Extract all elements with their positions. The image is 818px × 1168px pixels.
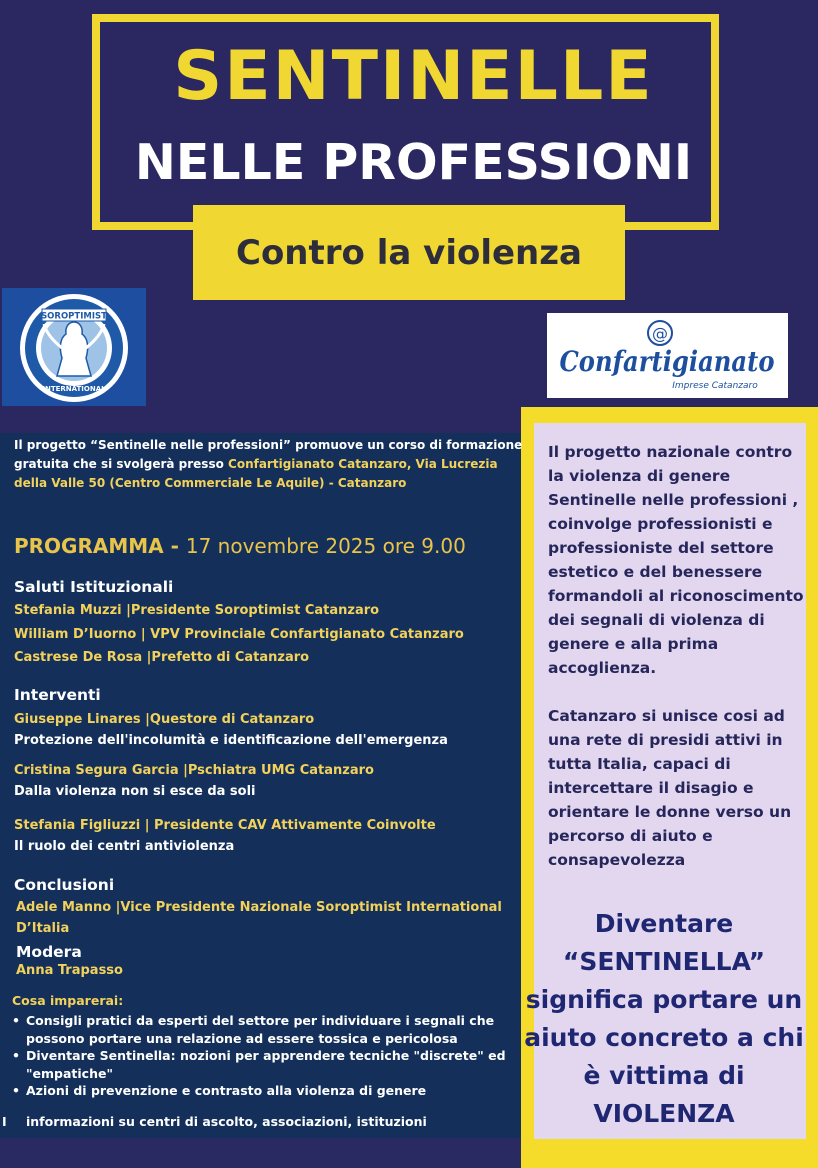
interventi-heading: Interventi — [14, 686, 101, 704]
learn-heading: Cosa imparerai: — [12, 993, 124, 1008]
soroptimist-text-bottom: INTERNATIONAL — [42, 385, 106, 393]
intervento-topic-3: Il ruolo dei centri antiviolenza — [14, 839, 235, 854]
title-line1: SENTINELLE — [173, 37, 654, 116]
confartigianato-sub: Imprese Catanzaro — [672, 381, 758, 391]
programma-heading — [14, 533, 466, 559]
programma-label: PROGRAMMA - — [14, 534, 186, 558]
intro-location: Confartigianato Catanzaro, Via Lucrezia della Valle 50 (Centro Commerciale Le Aquile) - Catanzaro — [14, 457, 498, 490]
right-paragraph-2: Catanzaro si unisce cosi ad una rete di presidi attivi in tutta Italia, capaci di intercettare il disagio e orientare le donne verso un percorso di aiuto e consapevolezza — [548, 707, 792, 869]
programma-date: 17 novembre 2025 ore 9.00 — [185, 534, 466, 558]
learn-bullet-3: • Azioni di prevenzione e contrasto alla violenza di genere — [12, 1082, 517, 1100]
modera-name: Anna Trapasso — [16, 963, 123, 978]
learn-last-marker: I — [2, 1114, 7, 1129]
learn-bullet-1: • Consigli pratici da esperti del settore per individuare i segnali che possono portare una relazione ad essere tossica e pericolosa — [12, 1012, 517, 1047]
right-description — [548, 440, 806, 872]
saluti-person-3: Castrese De Rosa |Prefetto di Catanzaro — [14, 650, 310, 665]
subtitle-box — [193, 205, 625, 300]
soroptimist-logo — [2, 288, 146, 406]
intervento-speaker-3: Stefania Figliuzzi | Presidente CAV Attivamente Coinvolte — [14, 818, 436, 833]
saluti-person-1: Stefania Muzzi |Presidente Soroptimist Catanzaro — [14, 603, 380, 618]
at-symbol-icon: @ — [652, 324, 668, 343]
saluti-person-2: William D’Iuorno | VPV Provinciale Confartigianato Catanzaro — [14, 627, 464, 642]
confartigianato-logo — [547, 313, 788, 398]
intervento-speaker-1: Giuseppe Linares |Questore di Catanzaro — [14, 712, 315, 727]
subtitle: Contro la violenza — [236, 232, 582, 273]
conclusioni-speaker-line2: D’Italia — [16, 921, 70, 936]
sentinella-callout: Diventare “SENTINELLA” significa portare un aiuto concreto a chi è vittima di VIOLENZA — [524, 909, 804, 1128]
soroptimist-text-top: SOROPTIMIST — [41, 311, 107, 322]
confartigianato-name: Confartigianato — [559, 345, 775, 378]
modera-heading: Modera — [16, 943, 82, 961]
saluti-heading: Saluti Istituzionali — [14, 578, 174, 596]
confartigianato-logo-graphic — [547, 313, 788, 398]
soroptimist-emblem-icon — [2, 288, 146, 406]
intro-main: Il progetto “Sentinelle nelle professioni” promuove un corso di formazione gratuita che si svolgerà presso — [14, 438, 523, 471]
title-line2: NELLE PROFESSIONI — [134, 134, 693, 191]
bottom-strip — [0, 1138, 521, 1168]
intervento-topic-2: Dalla violenza non si esce da soli — [14, 784, 256, 799]
intro-text — [14, 436, 524, 493]
learn-bullets — [12, 1012, 517, 1100]
right-paragraph-1: Il progetto nazionale contro la violenza di genere Sentinelle nelle professioni , coinvolge professionisti e professioniste del settore estetico e del benessere formandoli al riconoscimento dei segnali di violenza di genere e alla prima accoglienza. — [548, 443, 804, 677]
intervento-topic-1: Protezione dell'incolumità e identificazione dell'emergenza — [14, 733, 448, 748]
learn-bullet-2: • Diventare Sentinella: nozioni per apprendere tecniche "discrete" ed "empatiche" — [12, 1047, 517, 1082]
intervento-speaker-2: Cristina Segura Garcia |Pschiatra UMG Catanzaro — [14, 763, 374, 778]
learn-last-line: informazioni su centri di ascolto, associazioni, istituzioni — [26, 1114, 427, 1129]
conclusioni-speaker-line1: Adele Manno |Vice Presidente Nazionale Soroptimist International — [16, 900, 502, 915]
conclusioni-heading: Conclusioni — [14, 876, 115, 894]
